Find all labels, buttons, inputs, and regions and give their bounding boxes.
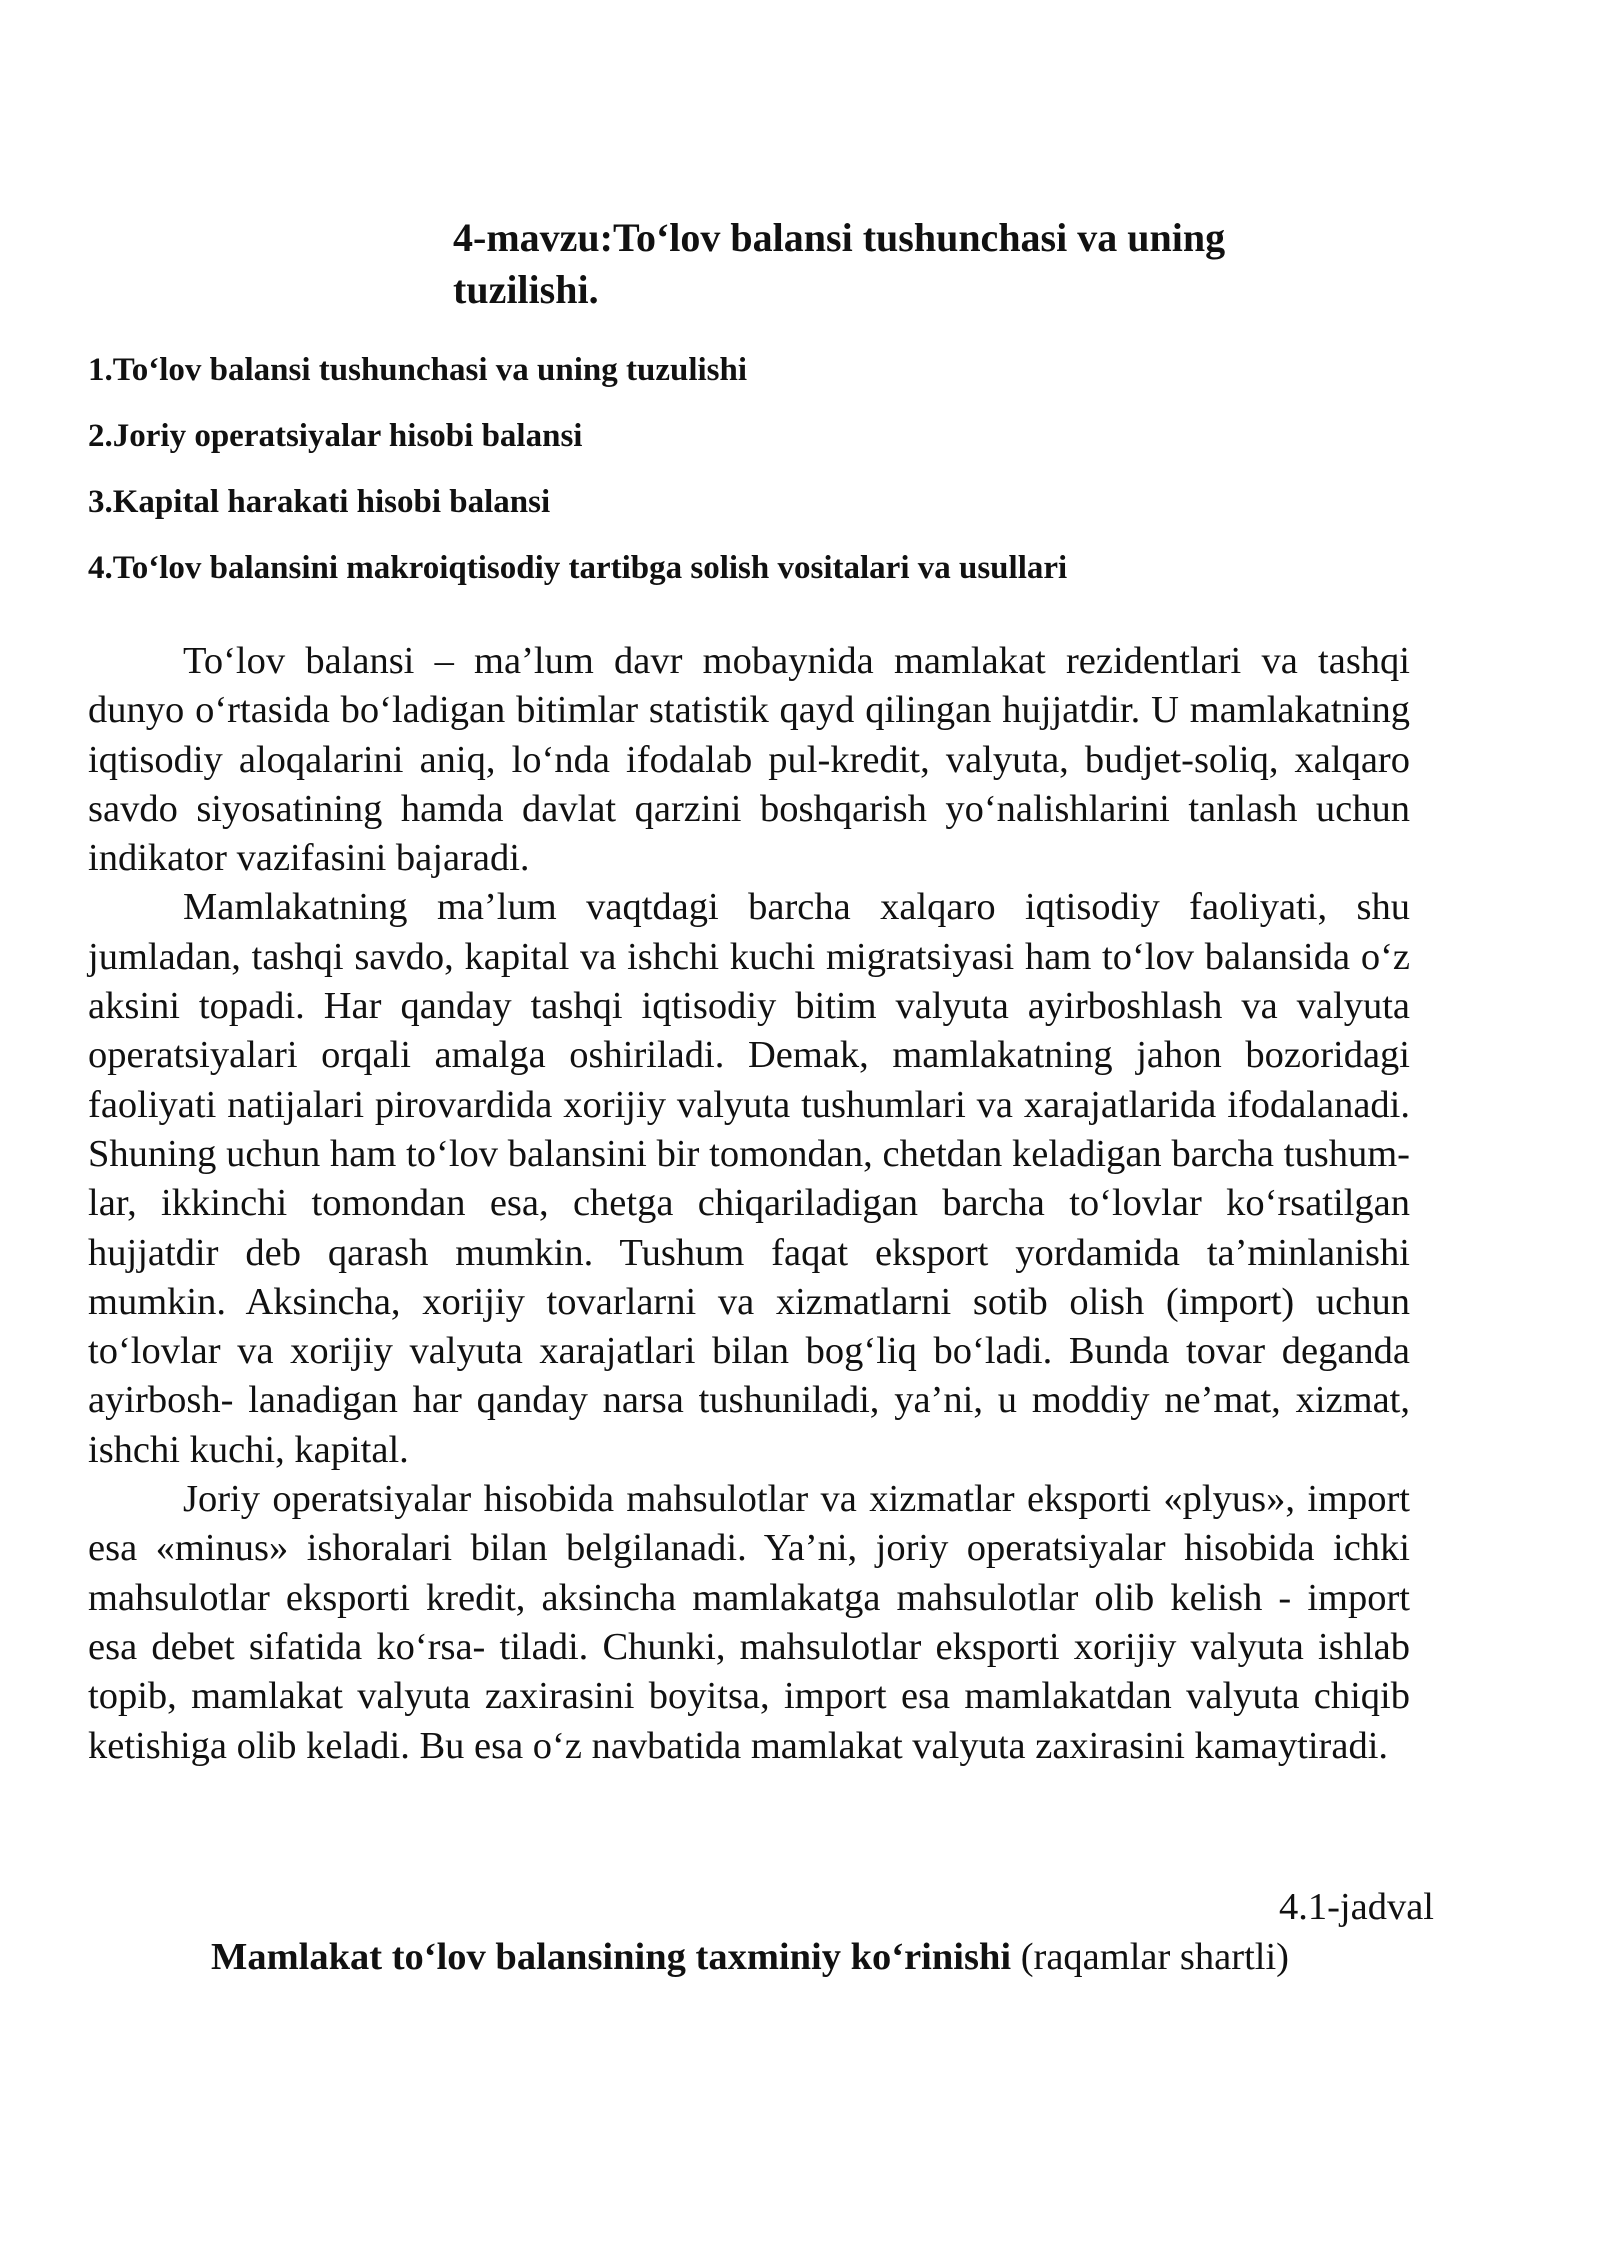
outline-item: 3.Kapital harakati hisobi balansi [88,484,551,520]
table-caption [211,1932,1289,1982]
topic-outline [88,348,1067,612]
table-label: 4.1-jadval [1278,1886,1434,1928]
table-caption-title: Mamlakat to‘lov balansining taxminiy ko‘rinishi [211,1936,1012,1978]
body-text [88,637,1410,1771]
outline-item: 4.To‘lov balansini makroiqtisodiy tartibga solish vositalari va usullari [88,550,1068,586]
paragraph: To‘lov balansi – ma’lum davr mobaynida mamlakat rezidentlari va tashqi dunyo o‘rtasida bo‘ladigan bitimlar statistik qayd qilingan hujjatdir. U mamlakatning iqtisodiy aloqalarini aniq, lo‘nda ifodalab pul-kredit, valyuta, budjet-soliq, xalqaro savdo siyosatining hamda davlat qarzini boshqarish yo‘nalishlarini tanlash uchun indikator vazifasini bajaradi. [88,640,1410,880]
table-caption-note: (raqamlar shartli) [1020,1936,1289,1978]
paragraph: Joriy operatsiyalar hisobida mahsulotlar va xizmatlar eksporti «plyus», import esa «minus» ishoralari bilan belgilanadi. Ya’ni, joriy operatsiyalar hisobida ichki mahsulotlar eksporti kredit, aksincha mamlakatga mahsulotlar olib kelish - import esa debet sifatida ko‘rsa- tiladi. Chunki, mahsulotlar eksporti xorijiy valyuta ishlab topib, mamlakat valyuta zaxirasini boyitsa, import esa mamlakatdan valyuta chiqib ketishiga olib keladi. Bu esa o‘z navbatida mamlakat valyuta zaxirasini kamaytiradi. [88,1478,1410,1767]
paragraph: Mamlakatning ma’lum vaqtdagi barcha xalqaro iqtisodiy faoliyati, shu jumladan, tashqi savdo, kapital va ishchi kuchi migratsiyasi ham to‘lov balansida o‘z aksini topadi. Har qanday tashqi iqtisodiy bitim valyuta ayirboshlash va valyuta operatsiyalari orqali amalga oshiriladi. Demak, mamlakatning jahon bozoridagi faoliyati natijalari pirovardida xorijiy valyuta tushumlari va xarajatlarida ifodalanadi. Shuning uchun ham to‘lov balansini bir tomondan, chetdan keladigan barcha tushum- lar, ikkinchi tomondan esa, chetga chiqariladigan barcha to‘lovlar ko‘rsatilgan hujjatdir deb qarash mumkin. Tushum faqat eksport yordamida ta’minlanishi mumkin. Aksincha, xorijiy tovarlarni va xizmatlarni sotib olish (import) uchun to‘lovlar va xorijiy valyuta xarajatlari bilan bog‘liq bo‘ladi. Bunda tovar deganda ayirbosh- lanadigan har qanday narsa tushuniladi, ya’ni, u moddiy ne’mat, xizmat, ishchi kuchi, kapital. [88,886,1410,1471]
outline-item: 1.To‘lov balansi tushunchasi va uning tuzulishi [88,352,748,388]
outline-item: 2.Joriy operatsiyalar hisobi balansi [88,418,583,454]
document-title: 4-mavzu:To‘lov balansi tushunchasi va uning tuzilishi. [453,215,1226,312]
